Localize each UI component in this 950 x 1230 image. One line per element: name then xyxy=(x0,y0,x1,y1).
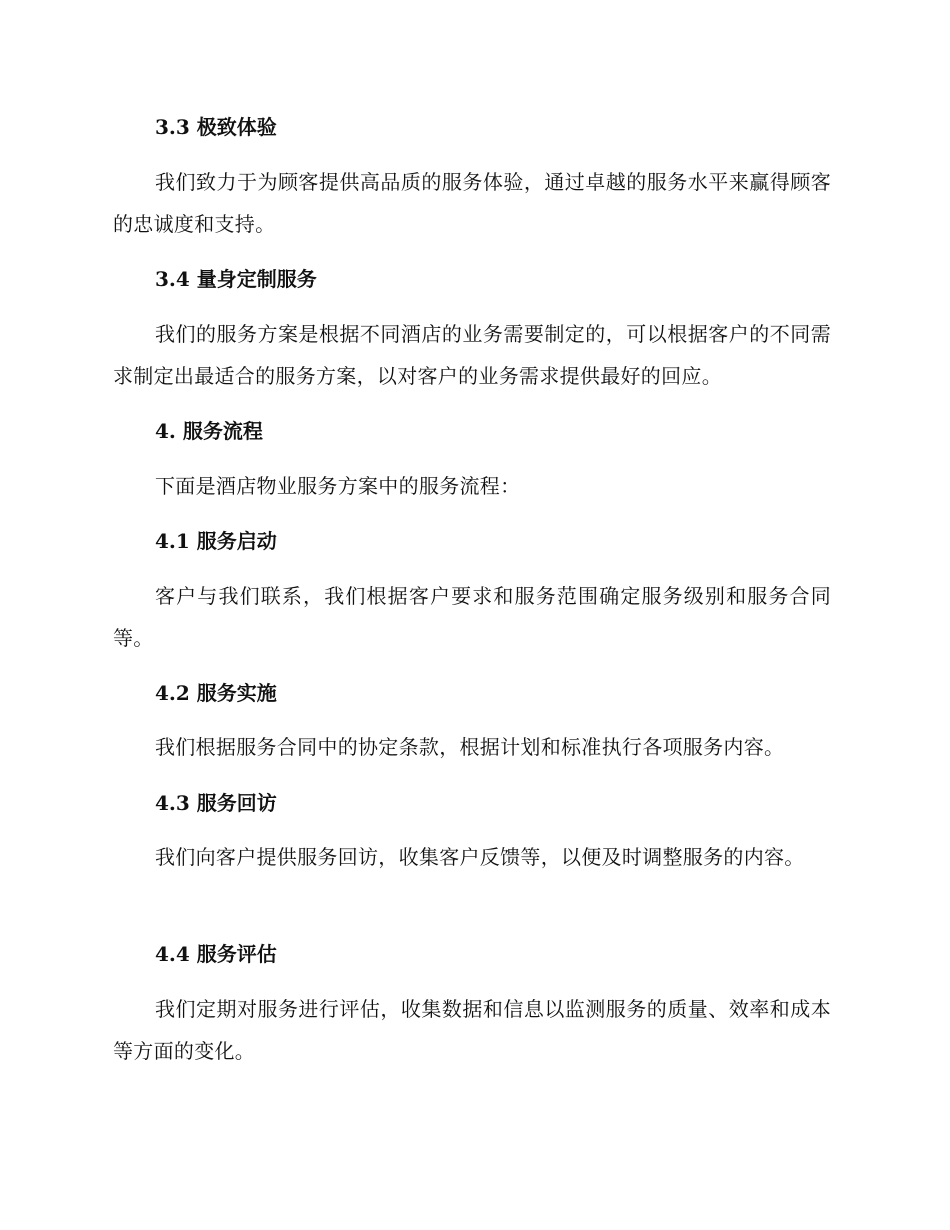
section-paragraph-3-4: 我们的服务方案是根据不同酒店的业务需要制定的，可以根据客户的不同需求制定出最适合的服务方案，以对客户的业务需求提供最好的回应。 xyxy=(113,322,831,388)
section-heading-4: 4. 服务流程 xyxy=(155,419,263,443)
section-heading-3-3: 3.3 极致体验 xyxy=(155,115,277,139)
section-heading-3-4: 3.4 量身定制服务 xyxy=(155,267,317,291)
section-heading-4-2: 4.2 服务实施 xyxy=(155,681,277,705)
section-paragraph-4-3: 我们向客户提供服务回访，收集客户反馈等，以便及时调整服务的内容。 xyxy=(155,845,805,869)
section-paragraph-4-4: 我们定期对服务进行评估，收集数据和信息以监测服务的质量、效率和成本等方面的变化。 xyxy=(113,997,831,1063)
section-paragraph-4: 下面是酒店物业服务方案中的服务流程： xyxy=(155,474,521,498)
section-paragraph-3-3: 我们致力于为顾客提供高品质的服务体验，通过卓越的服务水平来赢得顾客的忠诚度和支持。 xyxy=(113,170,831,236)
section-heading-4-1: 4.1 服务启动 xyxy=(155,529,277,553)
section-paragraph-4-2: 我们根据服务合同中的协定条款，根据计划和标准执行各项服务内容。 xyxy=(155,735,785,759)
section-heading-4-4: 4.4 服务评估 xyxy=(155,942,277,966)
section-paragraph-4-1: 客户与我们联系，我们根据客户要求和服务范围确定服务级别和服务合同等。 xyxy=(113,584,831,650)
section-heading-4-3: 4.3 服务回访 xyxy=(155,791,277,815)
